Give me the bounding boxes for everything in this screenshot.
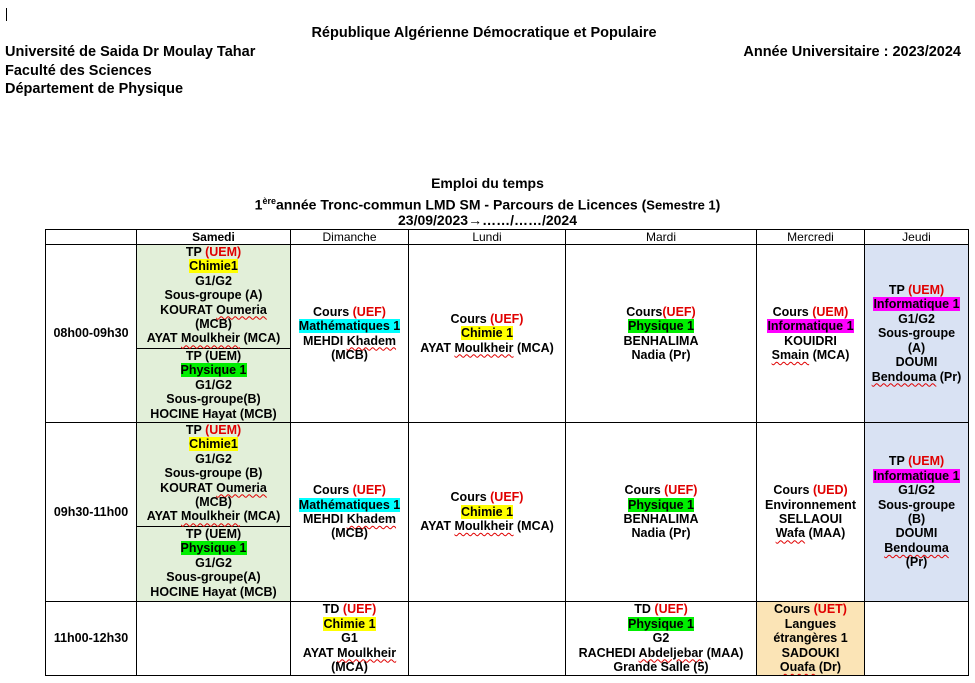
session-mardi-slot2: Cours (UEF) Physique 1 BENHALIMA Nadia (Pr) (566, 423, 757, 602)
schedule-title: Emploi du temps (431, 175, 544, 191)
session-mardi-slot1: Cours(UEF) Physique 1 BENHALIMA Nadia (Pr) (566, 245, 757, 423)
day-header-samedi: Samedi (137, 230, 291, 245)
time-slot-2: 09h30-11h00 (46, 423, 137, 602)
session-dimanche-slot2: Cours (UEF) Mathématiques 1 MEHDI Khadem (MCB) (291, 423, 409, 602)
session-jeudi-slot3 (865, 602, 969, 676)
session-dimanche-slot3: TD (UEF) Chimie 1 G1 AYAT Moulkheir (MCA) (291, 602, 409, 676)
day-header-lundi: Lundi (409, 230, 566, 245)
corner-cell (46, 230, 137, 245)
session-mercredi-slot2: Cours (UED) Environnement SELLAOUI Wafa (MAA) (757, 423, 865, 602)
session-lundi-slot1: Cours (UEF) Chimie 1 AYAT Moulkheir (MCA) (409, 245, 566, 423)
schedule-subtitle: 1èreannée Tronc-commun LMD SM - Parcours de Licences (Semestre 1) (254, 196, 721, 213)
time-row-3 (46, 602, 969, 676)
time-slot-1: 08h00-09h30 (46, 245, 137, 423)
time-row-1 (46, 245, 969, 423)
session-samedi-slot2 (137, 423, 291, 602)
session-jeudi-slot2: TP (UEM) Informatique 1 G1/G2 Sous-groupe (B) DOUMI Bendouma (Pr) (865, 423, 969, 602)
day-header-dimanche: Dimanche (291, 230, 409, 245)
session-samedi-slot3 (137, 602, 291, 676)
schedule-dates: 23/09/2023→……/……/2024 (398, 212, 577, 228)
subsession-b: TP (UEM) Physique 1 G1/G2 Sous-groupe(B) HOCINE Hayat (MCB) (137, 348, 290, 422)
university-name: Université de Saida Dr Moulay Tahar (5, 44, 256, 60)
session-lundi-slot3 (409, 602, 566, 676)
session-dimanche-slot1: Cours (UEF) Mathématiques 1 MEHDI Khadem (MCB) (291, 245, 409, 423)
session-lundi-slot2: Cours (UEF) Chimie 1 AYAT Moulkheir (MCA) (409, 423, 566, 602)
text-cursor (6, 8, 7, 21)
day-header-mercredi: Mercredi (757, 230, 865, 245)
session-mercredi-slot1: Cours (UEM) Informatique 1 KOUIDRI Smain (MCA) (757, 245, 865, 423)
republic-title: République Algérienne Démocratique et Populaire (311, 25, 657, 41)
academic-year: Année Universitaire : 2023/2024 (743, 44, 961, 60)
subsession-a: TP (UEM) Chimie1 G1/G2 Sous-groupe (A) KOURAT Oumeria (MCB) AYAT Moulkheir (MCA) (146, 245, 281, 346)
subsession-b: TP (UEM) Physique 1 G1/G2 Sous-groupe(A) HOCINE Hayat (MCB) (137, 526, 290, 601)
session-mercredi-slot3: Cours (UET) Langues étrangères 1 SADOUKI Ouafa (Dr) (757, 602, 865, 676)
time-row-2 (46, 423, 969, 602)
session-mardi-slot3: TD (UEF) Physique 1 G2 RACHEDI Abdeljebar (MAA) Grande Salle (5) (566, 602, 757, 676)
session-jeudi-slot1: TP (UEM) Informatique 1 G1/G2 Sous-groupe (A) DOUMI Bendouma (Pr) (865, 245, 969, 423)
timetable (45, 229, 969, 676)
header-row (46, 230, 969, 245)
faculty-name: Faculté des Sciences (5, 63, 152, 79)
day-header-jeudi: Jeudi (865, 230, 969, 245)
time-slot-3: 11h00-12h30 (46, 602, 137, 676)
session-samedi-slot1 (137, 245, 291, 423)
subsession-a: TP (UEM) Chimie1 G1/G2 Sous-groupe (B) KOURAT Oumeria (MCB) AYAT Moulkheir (MCA) (146, 423, 281, 524)
day-header-mardi: Mardi (566, 230, 757, 245)
department-name: Département de Physique (5, 81, 184, 97)
